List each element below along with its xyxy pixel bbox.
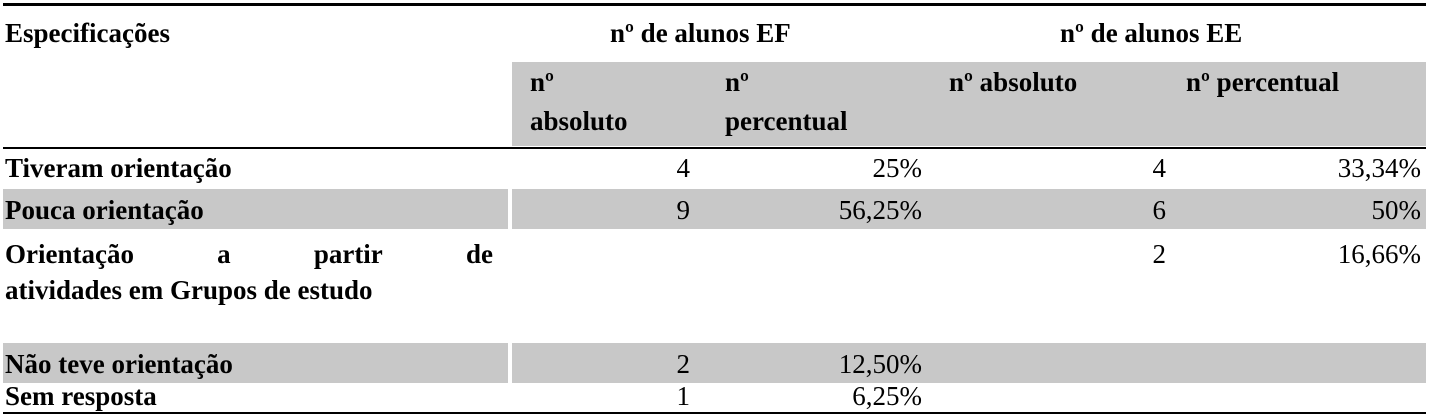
cell-ef-pct: 56,25% bbox=[838, 195, 922, 225]
header-ef-abs-line1: nº bbox=[530, 67, 554, 97]
header-especificacoes: Especificações bbox=[5, 18, 170, 48]
header-ee-abs: nº absoluto bbox=[949, 67, 1078, 97]
cell-ef-abs: 4 bbox=[676, 153, 690, 183]
header-ef-abs-line2: absoluto bbox=[530, 106, 628, 136]
cell-ee-abs: 2 bbox=[1152, 239, 1166, 269]
row-label: Pouca orientação bbox=[5, 195, 204, 225]
header-group-ef: nº de alunos EF bbox=[610, 18, 791, 48]
row-shade-pouca bbox=[3, 189, 1426, 229]
row-label: Tiveram orientação bbox=[5, 153, 232, 183]
cell-ef-pct: 25% bbox=[872, 153, 922, 183]
row-label: Não teve orientação bbox=[5, 349, 233, 379]
cell-ee-abs: 4 bbox=[1152, 153, 1166, 183]
cell-ef-pct: 12,50% bbox=[838, 349, 922, 379]
cell-ef-abs: 9 bbox=[676, 195, 690, 225]
cell-ee-abs: 6 bbox=[1152, 195, 1166, 225]
bottom-rule bbox=[3, 412, 1426, 414]
row-label-line2: atividades em Grupos de estudo bbox=[5, 275, 373, 305]
header-ef-pct-line2: percentual bbox=[725, 106, 848, 136]
word: partir bbox=[313, 239, 383, 269]
word: a bbox=[217, 239, 231, 269]
header-group-ee: nº de alunos EE bbox=[1060, 18, 1243, 48]
cell-ee-pct: 16,66% bbox=[1337, 239, 1421, 269]
gap bbox=[508, 189, 512, 229]
cell-ee-pct: 50% bbox=[1371, 195, 1421, 225]
row-label-multiline bbox=[5, 236, 493, 308]
data-table bbox=[3, 3, 1426, 414]
top-rule bbox=[3, 3, 1426, 6]
word: Orientação bbox=[5, 239, 134, 269]
row-label-line1 bbox=[5, 236, 493, 272]
header-rule bbox=[3, 147, 1426, 149]
header-ee-pct: nº percentual bbox=[1186, 67, 1340, 97]
word: de bbox=[465, 239, 493, 269]
cell-ee-pct: 33,34% bbox=[1337, 153, 1421, 183]
cell-ef-abs: 1 bbox=[676, 381, 690, 411]
cell-ef-pct: 6,25% bbox=[852, 381, 922, 411]
row-label: Sem resposta bbox=[5, 381, 157, 411]
cell-ef-abs: 2 bbox=[676, 349, 690, 379]
header-ef-pct-line1: nº bbox=[725, 67, 749, 97]
gap bbox=[508, 343, 512, 383]
